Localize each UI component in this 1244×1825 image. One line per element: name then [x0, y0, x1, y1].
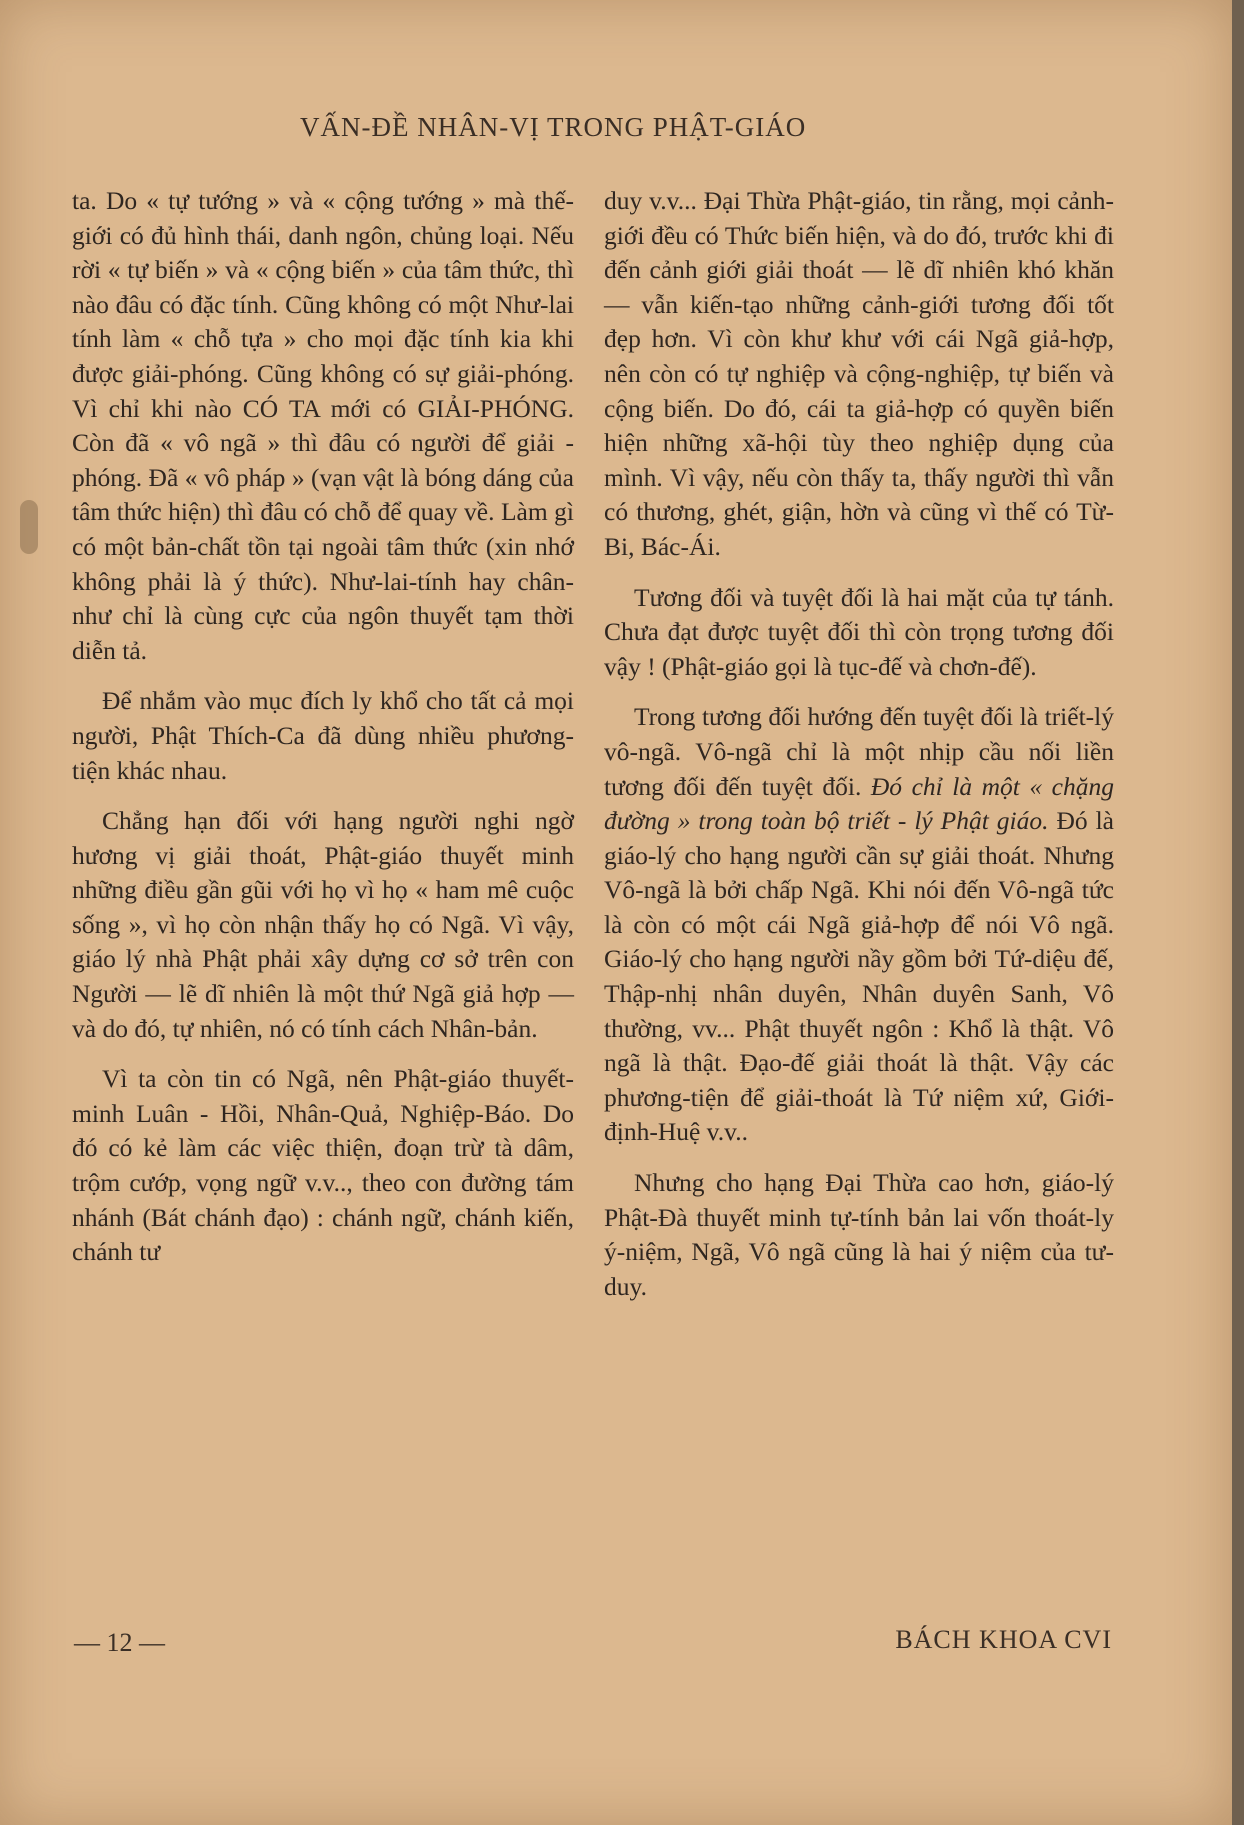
right-paragraph-4: Nhưng cho hạng Đại Thừa cao hơn, giáo-lý Phật-Đà thuyết minh tự-tính bản lai vốn thoát-ly ý-niệm, Ngã, Vô ngã cũng là hai ý niệm của tư-duy. — [604, 1168, 1114, 1301]
right-paragraph-3-lead: Trong tương đối hướng đến tuyệt đối là triết-lý vô-ngã. Vô-ngã chỉ là một nhịp cầu nối liền tương đối đến tuyệt đối. — [604, 702, 1114, 801]
left-paragraph-2: Để nhắm vào mục đích ly khổ cho tất cả mọi người, Phật Thích-Ca đã dùng nhiều phương-tiện khác nhau. — [72, 686, 574, 785]
left-paragraph-3: Chẳng hạn đối với hạng người nghi ngờ hương vị giải thoát, Phật-giáo thuyết minh những điều gần gũi với họ vì họ « ham mê cuộc sống », vì họ còn nhận thấy họ có Ngã. Vì vậy, giáo lý nhà Phật phải xây dựng cơ sở trên con Người — lẽ dĩ nhiên là một thứ Ngã giả hợp — và do đó, tự nhiên, nó có tính cách Nhân-bản. — [72, 806, 574, 1043]
page-number: — 12 — — [74, 1628, 165, 1657]
right-paragraph-3-italic: Đó chỉ là một « chặng đường » trong toàn bộ triết - lý Phật giáo. — [604, 771, 1114, 836]
right-paragraph-2: Tương đối và tuyệt đối là hai mặt của tự tánh. Chưa đạt được tuyệt đối thì còn trọng tương đối vậy ! (Phật-giáo gọi là tục-đế và chơn-đế). — [604, 582, 1114, 681]
left-column — [72, 184, 574, 1286]
right-paragraph-1: duy v.v... Đại Thừa Phật-giáo, tin rằng, mọi cảnh-giới đều có Thức biến hiện, và do đó, trước khi đi đến cảnh giới giải thoát — lẽ dĩ nhiên khó khăn — vẫn kiến-tạo những cảnh-giới tương đối tốt đẹp hơn. Vì còn khư khư với cái Ngã giả-hợp, nên còn có tự nghiệp và cộng-nghiệp, tự biến và cộng biến. Do đó, cái ta giả-hợp có quyền biến hiện những xã-hội tùy theo nghiệp dụng của mình. Vì vậy, nếu còn thấy ta, thấy người thì vẫn có thương, ghét, giận, hờn và cũng vì thế có Từ-Bi, Bác-Ái. — [604, 186, 1114, 561]
scan-edge — [1232, 0, 1244, 1825]
page-stain — [20, 500, 38, 554]
right-column — [604, 184, 1114, 1320]
right-paragraph-3 — [604, 700, 1114, 1150]
journal-footer: BÁCH KHOA CVI — [895, 1625, 1112, 1654]
right-paragraph-3-rest: Đó là giáo-lý cho hạng người cần sự giải thoát. Nhưng Vô-ngã là bởi chấp Ngã. Khi nói đến Vô-ngã tức là còn có một cái Ngã giả-hợp để nói Vô ngã. Giáo-lý cho hạng người nầy gồm bởi Tứ-diệu đế, Thập-nhị nhân duyên, Nhân duyên Sanh, Vô thường, vv... Phật thuyết ngôn : Khổ là thật. Vô ngã là thật. Đạo-đế giải thoát là thật. Vậy các phương-tiện để giải-thoát là Tứ niệm xứ, Giới-định-Huệ v.v.. — [604, 806, 1114, 1147]
running-head: VẤN-ĐỀ NHÂN-VỊ TRONG PHẬT-GIÁO — [300, 112, 807, 142]
left-paragraph-1: ta. Do « tự tướng » và « cộng tướng » mà thế-giới có đủ hình thái, danh ngôn, chủng loại. Nếu rời « tự biến » và « cộng biến » của tâm thức, thì nào đâu có đặc tính. Cũng không có một Như-lai tính làm « chỗ tựa » cho mọi đặc tính kia khi được giải-phóng. Cũng không có sự giải-phóng. Vì chỉ khi nào CÓ TA mới có GIẢI-PHÓNG. Còn đã « vô ngã » thì đâu có người để giải - phóng. Đã « vô pháp » (vạn vật là bóng dáng của tâm thức hiện) thì đâu có chỗ để quay về. Làm gì có một bản-chất tồn tại ngoài tâm thức (xin nhớ không phải là ý thức). Như-lai-tính hay chân-như chỉ là cùng cực của ngôn thuyết tạm thời diễn tả. — [72, 186, 574, 665]
left-paragraph-4: Vì ta còn tin có Ngã, nên Phật-giáo thuyết-minh Luân - Hồi, Nhân-Quả, Nghiệp-Báo. Do đó có kẻ làm các việc thiện, đoạn trừ tà dâm, trộm cướp, vọng ngữ v.v.., theo con đường tám nhánh (Bát chánh đạo) : chánh ngữ, chánh kiến, chánh tư — [72, 1064, 574, 1267]
